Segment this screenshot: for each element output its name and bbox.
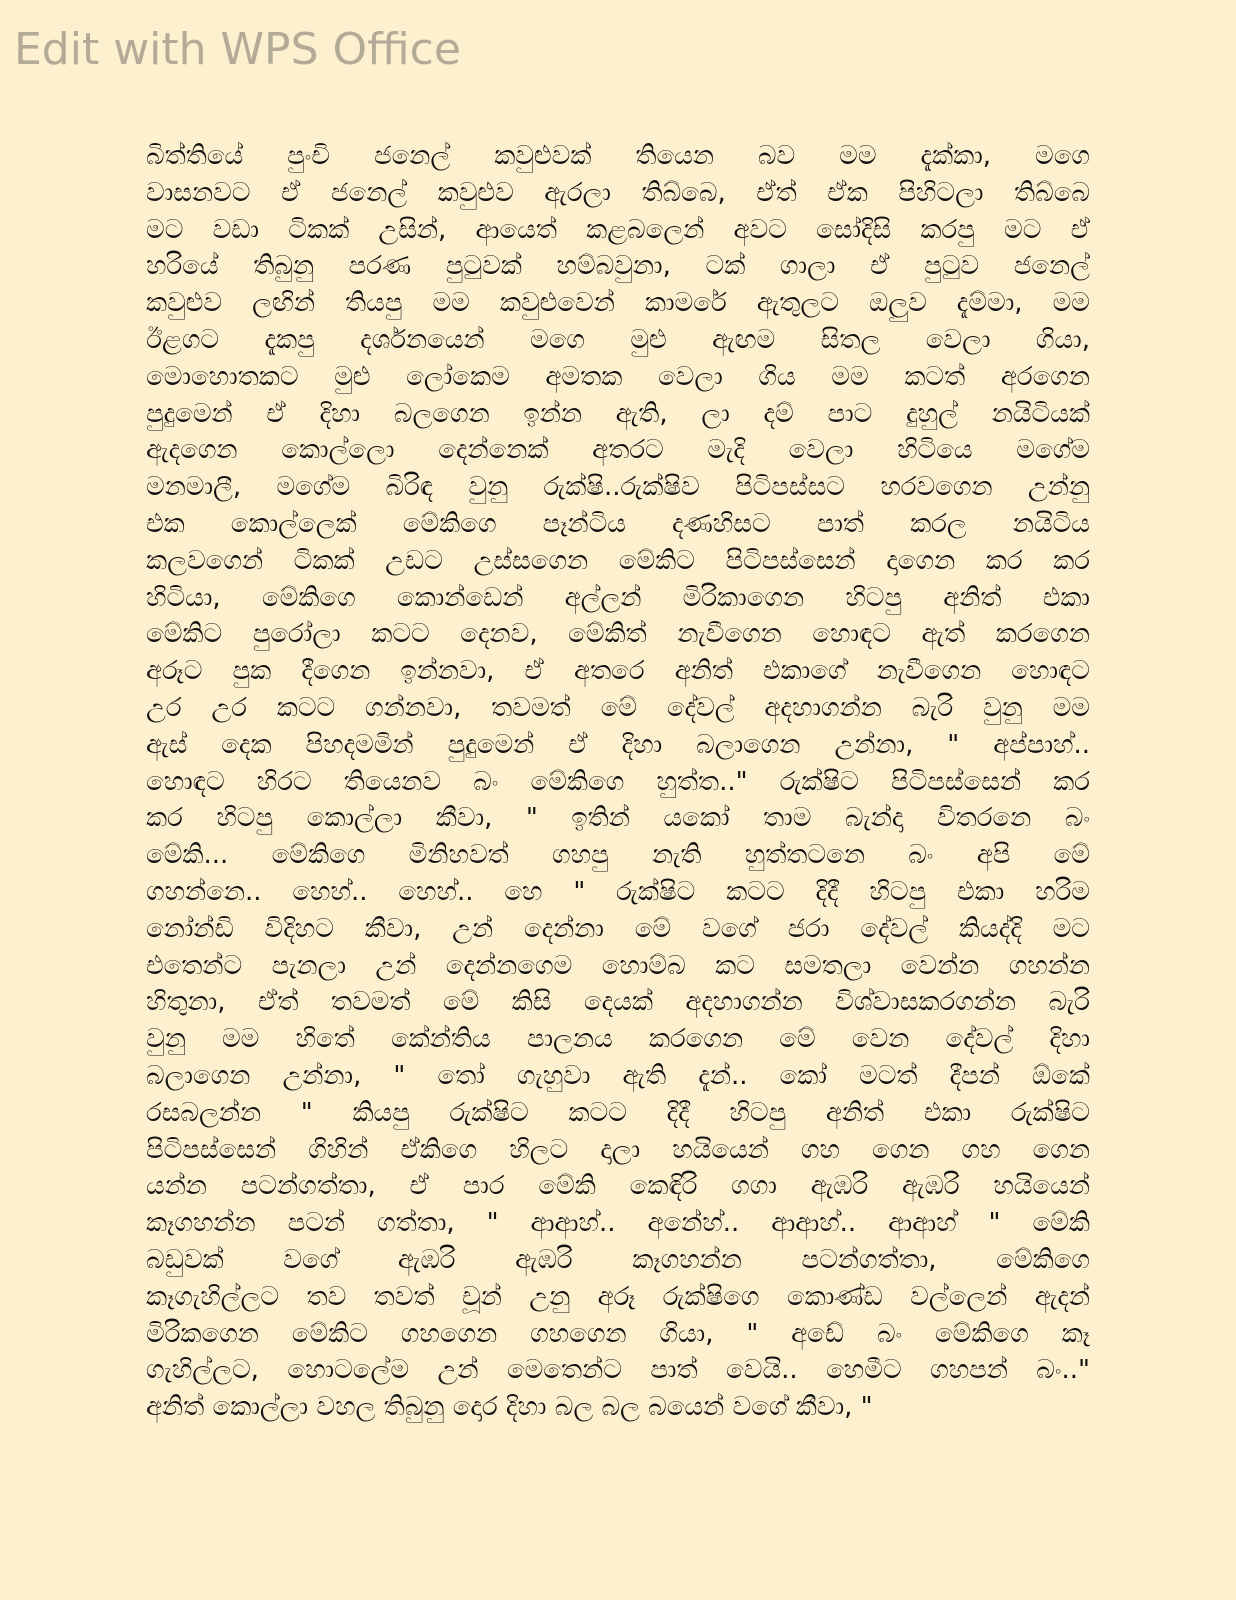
text-line: හිටියා, මේකිගෙ කොන්ඩෙන් අල්ලන් මිරිකාගෙන හිටපු අනිත් එකා <box>146 582 1090 613</box>
text-line: හරියේ තිබුනු පරණ පුටුවක් හම්බවුනා, ටක් ගාලා ඒ පුටුව ජනෙල් <box>146 251 1090 282</box>
text-line: ගහන්නෙ.. හෙහ්.. හෙහ්.. හෙ " රුක්ෂිට කටට දිදී හිටපු එකා හරිම <box>146 876 1090 907</box>
text-line: ගැහිල්ලට, හොටලේම උන් මෙතෙන්ට පාත් වෙයි.. හෙමීට ගහපන් බං.." <box>146 1355 1090 1386</box>
text-line: රසබලන්න " කියපු රුක්ෂිට කටට දිදී හිටපු අනිත් එකා රුක්ෂිට <box>146 1097 1090 1128</box>
text-line: කලවගෙන් ටිකක් උඩට උස්සගෙන මේකිට පිටිපස්සෙන් දාගෙන කර කර <box>146 545 1090 576</box>
text-line: අරූට පුක දීගෙන ඉන්නවා, ඒ අතරෙ අනිත් එකාගේ නැවීගෙන හොඳට <box>146 656 1090 687</box>
text-line: ඇස් දෙක පිහදමමින් පුදුමෙන් ඒ දිහා බලාගෙන උන්නා, " අප්පාහ්.. <box>146 729 1090 760</box>
text-line: මොහොතකට මුළු ලෝකෙම අමතක වෙලා ගිය මම කටත් අරගෙන <box>146 361 1090 392</box>
text-line: මනමාලී, මගේම බිරිඳ වුනු රුක්ෂි..රුක්ෂිව පිටිපස්සට හරවගෙන උන්නු <box>146 472 1090 503</box>
text-line: වුනු මම හිතේ කේන්තිය පාලනය කරගෙන මේ වෙන දේවල් දිහා <box>146 1024 1090 1055</box>
text-line: බඩුවක් වගේ ඇඹරි ඇඹරි කෑගහන්න පටන්ගත්තා, මේකිගෙ <box>146 1244 1090 1275</box>
text-line: හොඳට හිරට තියෙනව බං මේකිගෙ හුත්ත.." රුක්ෂිට පිටිපස්සෙන් කර <box>146 766 1090 797</box>
text-line: මේකිට පුරෝලා කටට දෙනව, මේකිත් නැවීගෙන හොඳට ඇත් කරගෙන <box>146 619 1090 650</box>
text-line: කවුළුව ලඟින් තියපු මම කවුළුවෙන් කාමරේ ඇතුලට ඔලුව දැම්මා, මම <box>146 288 1090 319</box>
text-line: අනිත් කොල්ලා වහල තිබුනු දොර දිහා බල බල බයෙන් වගේ කීවා, " <box>146 1392 873 1423</box>
story-text-block <box>146 138 1090 1458</box>
text-line: පුදුමෙන් ඒ දිහා බලගෙන ඉන්න ඇති, ලා දම් පාට දුහුල් නයිටියක් <box>146 398 1090 429</box>
text-line: එතෙන්ට පැනලා උන් දෙන්නගෙම හොම්බ කට සමතලා වෙන්න ගහන්න <box>146 950 1090 981</box>
text-line: බිත්තියේ පුංචි ජනෙල් කවුළුවක් තියෙන බව මම දැක්කා, මගෙ <box>146 141 1090 171</box>
wps-watermark: Edit with WPS Office <box>14 24 461 75</box>
text-line: මට වඩා ටිකක් උසින්, ආයෙත් කළබලෙන් අවට සෝදිසි කරපු මට ඒ <box>146 214 1090 245</box>
text-line: පිටිපස්සෙන් ගිහින් ඒකිගෙ හිලට දාලා හයියෙන් ගහ ගෙන ගහ ගෙන <box>146 1134 1090 1165</box>
text-line: මිරිකගෙන මේකිට ගහගෙන ගහගෙන ගියා, " අඩේ බං මේකිගෙ කෑ <box>146 1318 1090 1349</box>
text-line: මේකි... මේකිගෙ මිනිහවත් ගහපු නැති හුත්තටනෙ බං අපි මේ <box>146 840 1090 871</box>
text-line: වාසනවට ඒ ජනෙල් කවුළුව ඇරලා තිබ්බෙ, ඒත් ඒක පිහිටලා තිබ්බෙ <box>146 177 1090 208</box>
text-line: බලාගෙන උන්නා, " තෝ ගැහුවා ඇති දැන්.. කෝ මටත් දීපන් ඕකේ <box>146 1060 1090 1091</box>
text-line: කර හිටපු කොල්ලා කීවා, " ඉතින් යකෝ තාම බැන්දා විතරනෙ බං <box>146 803 1090 834</box>
text-line: යන්න පටන්ගත්තා, ඒ පාර මේකි කෙඳිරි ගගා ඇඹරි ඇඹරි හයියෙන් <box>146 1171 1090 1202</box>
text-line: උර උර කටට ගන්නවා, තවමත් මේ දේවල් අදහාගන්න බැරි වුනු මම <box>146 692 1090 723</box>
text-line: කෑගැහිල්ලට තව තවත් චූන් උනු අරූ රුක්ෂිගෙ කොණ්ඩ වල්ලෙන් ඇදන් <box>146 1281 1090 1312</box>
text-line: නෝන්ඩි විදිහට කීවා, උන් දෙන්නා මේ වගේ ජරා දේවල් කියද්දි මට <box>146 913 1090 944</box>
text-line: කෑගහන්න පටන් ගත්තා, " ආආහ්.. අනේහ්.. ආආහ්.. ආආහ් " මේකි <box>146 1208 1090 1239</box>
text-line: හිතුනා, ඒත් තවමත් මේ කිසි දෙයක් අදහාගන්න විශ්වාසකරගන්න බැරි <box>146 987 1090 1018</box>
text-line: ඊළගට දැකපු දර්ශනයෙන් මගෙ මුළු ඇඟම සිතල වෙලා ගියා, <box>146 324 1090 355</box>
text-line: ඇදගෙන කොල්ලො දෙන්නෙක් අතරට මැදි වෙලා හිටියෙ මගේම <box>146 435 1090 466</box>
text-line: එක කොල්ලෙක් මේකිගෙ පෑන්ටිය දණහිසට පාත් කරල නයිටිය <box>146 508 1090 539</box>
